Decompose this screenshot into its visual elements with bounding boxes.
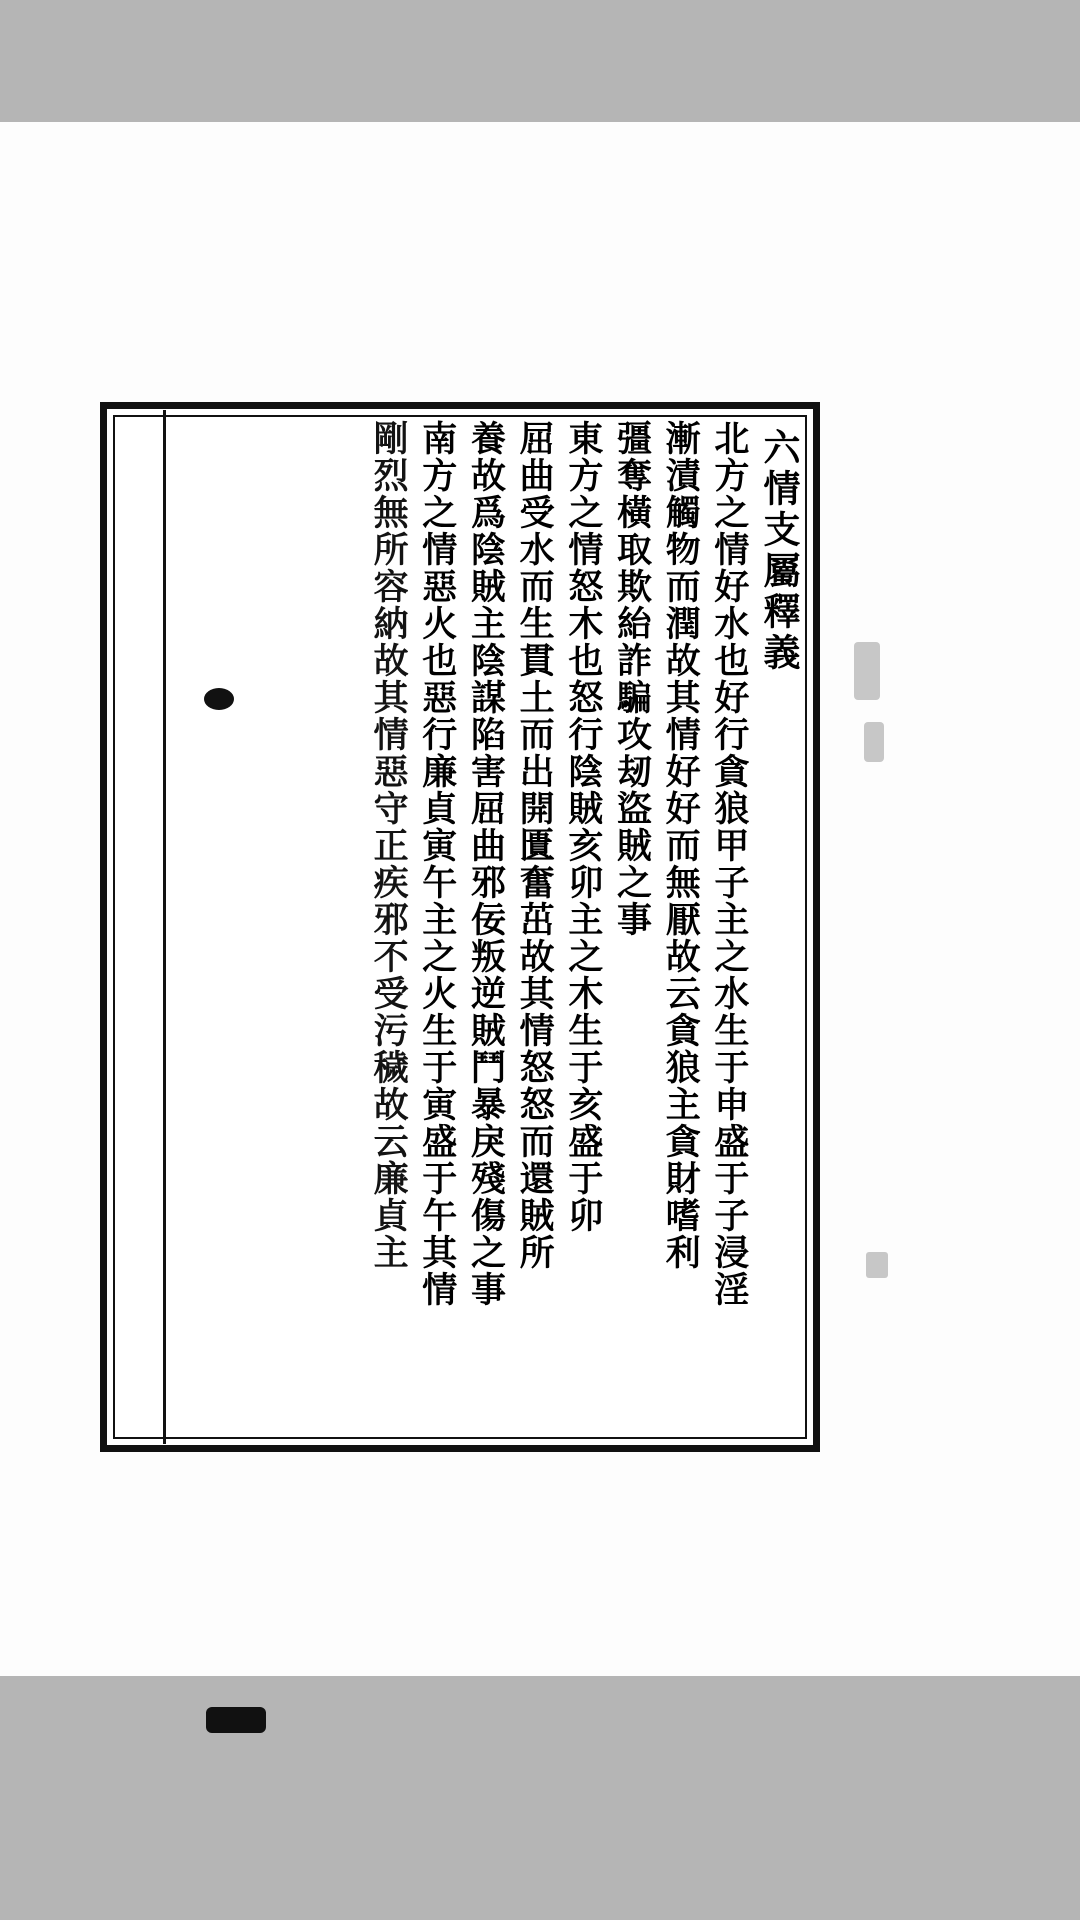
- ink-smudge: [206, 1707, 266, 1733]
- page-edge-mark: [866, 1252, 888, 1278]
- scanned-page-sheet: [0, 122, 1080, 1676]
- text-column-8: 剛烈無所容納故其情惡守正疾邪不受污穢故云廉貞主: [368, 420, 410, 1271]
- text-column-1: 北方之情好水也好行貪狼甲子主之水生于申盛于子浸淫: [708, 420, 750, 1308]
- vertical-text-columns: [118, 420, 804, 1444]
- woodblock-text-block: [100, 402, 820, 1452]
- text-column-3: 彊奪橫取欺紿詐騙攻刼盜賊之事: [611, 420, 653, 938]
- text-column-5: 屈曲受水而生貫土而出開匱奮茁故其情怒怒而還賊所: [514, 420, 556, 1271]
- text-column-2: 漸漬觸物而潤故其情好好而無厭故云貪狼主貪財嗜利: [660, 420, 702, 1271]
- text-column-4: 東方之情怒木也怒行陰賊亥卯主之木生于亥盛于卯: [562, 420, 604, 1234]
- page-edge-mark: [854, 642, 880, 700]
- page-title: 六情支屬釋義: [757, 428, 801, 674]
- page-edge-mark: [864, 722, 884, 762]
- text-column-6: 養故爲陰賊主陰謀陷害屈曲邪佞叛逆賊鬥暴戾殘傷之事: [465, 420, 507, 1308]
- text-column-7: 南方之情惡火也惡行廉貞寅午主之火生于寅盛于午其情: [416, 420, 458, 1308]
